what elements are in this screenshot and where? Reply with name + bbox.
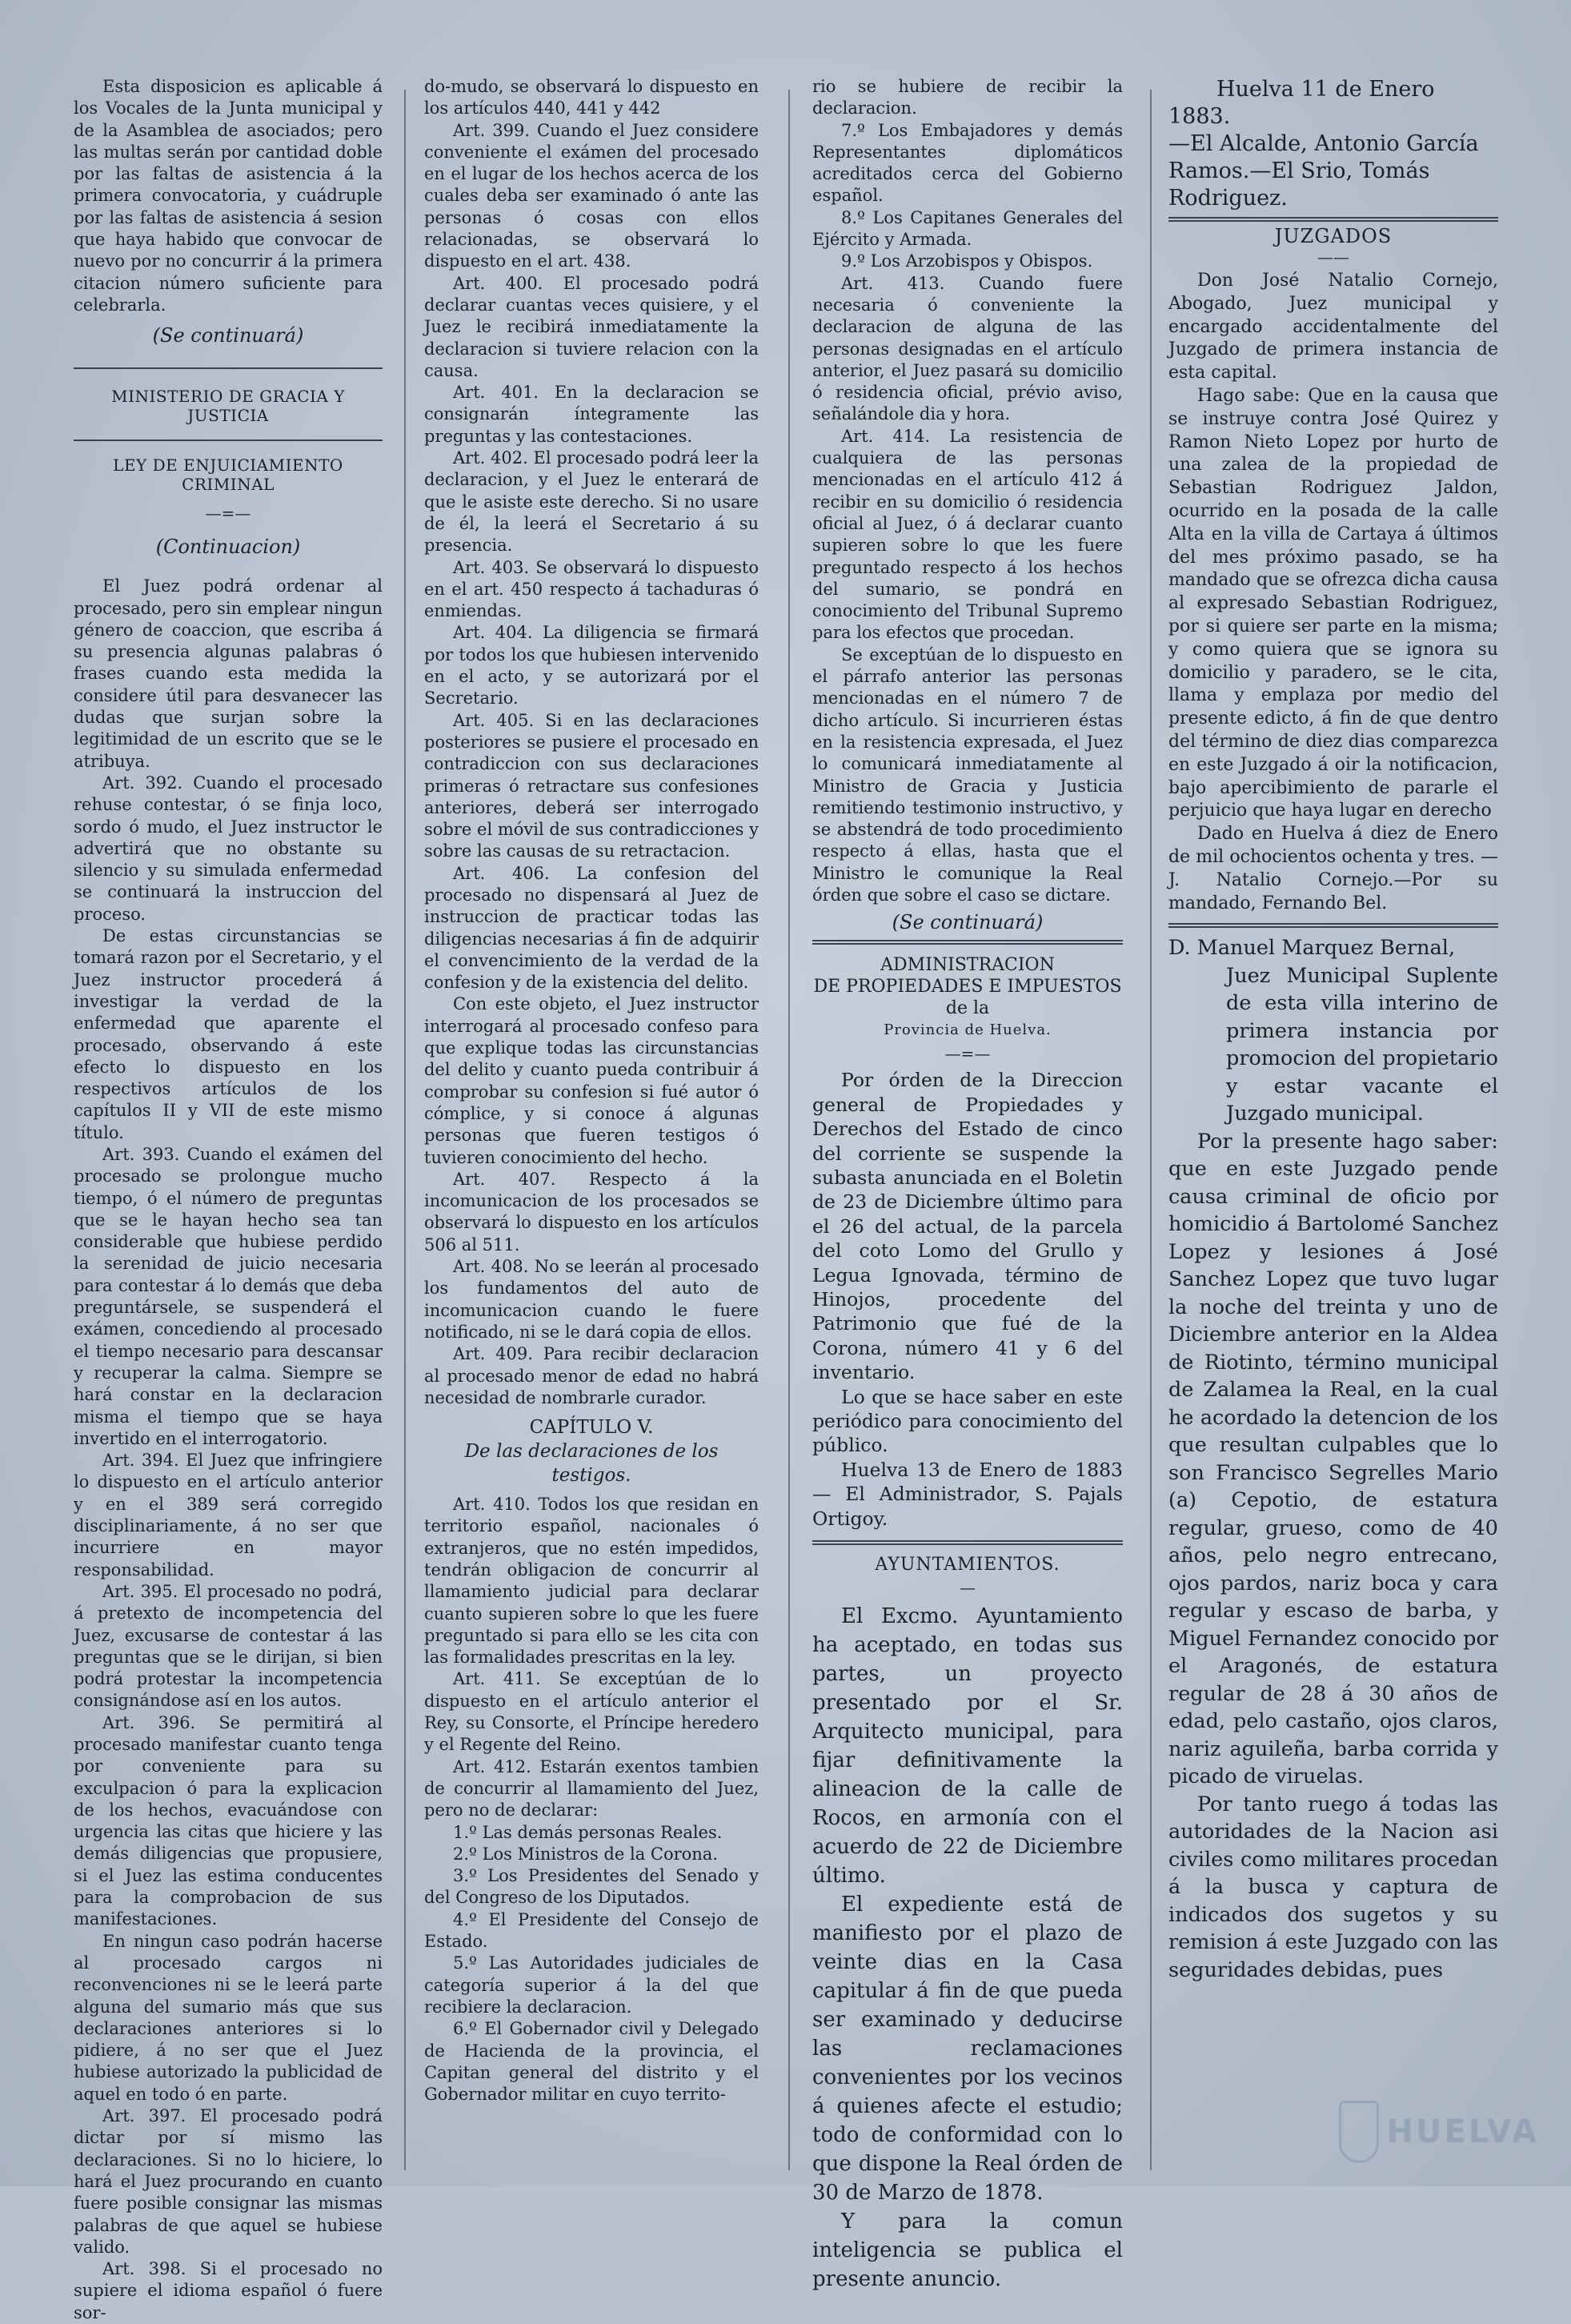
paragraph: Con este objeto, el Juez instructor interrogará al procesado confeso para que explique todas las circunstancias del delito y cuanto pueda contribuir á comprobar su confesion si fué autor ó cómplice, y si conoce á algunas personas que fueren testigos ó tuvieren conocimiento del hecho.: [424, 994, 759, 1167]
list-item: 7.º Los Embajadores y demás Representantes diplomáticos acreditados cerca del Gobierno español.: [812, 120, 1123, 206]
list-item: 3.º Los Presidentes del Senado y del Congreso de los Diputados.: [424, 1866, 759, 1908]
ornament-dash: —=—: [944, 1044, 991, 1064]
section-heading-ley: LEY DE ENJUICIAMIENTO CRIMINAL: [113, 456, 343, 495]
signature-names: —El Alcalde, Antonio García Ramos.—El Srio, Tomás Rodriguez.: [1168, 131, 1479, 211]
paragraph: Art. 404. La diligencia se firmará por todos los que hubiesen intervenido en el acto, y se autorizará por el Secretario.: [424, 623, 759, 708]
paragraph: Y para la comun inteligencia se publica el presente anuncio.: [812, 2210, 1123, 2291]
continuation-heading: (Continuacion): [155, 536, 301, 559]
section-heading-ministerio: MINISTERIO DE GRACIA Y JUSTICIA: [111, 387, 345, 426]
chapter-heading: CAPÍTULO V.: [529, 1417, 654, 1439]
paragraph: Art. 414. La resistencia de cualquiera de las personas mencionadas en el artículo 412 á recibir en su domicilio ó residencia oficial al Juez, ó á declarar cuanto supieren sobre lo que les fuere preguntado respecto á los hechos del sumario, se pondrá en conocimiento del Tribunal Supremo para los efectos que procedan.: [812, 426, 1123, 643]
paragraph: Art. 394. El Juez que infringiere lo dispuesto en el artículo anterior y en el 389 será corregido disciplinariamente, á no ser que incurriere en mayor responsabilidad.: [74, 1451, 383, 1579]
paragraph: Lo que se hace saber en este periódico para conocimiento del público.: [812, 1385, 1123, 1457]
archive-watermark: [1339, 2100, 1539, 2164]
paragraph: Art. 393. Cuando el exámen del procesado se prolongue mucho tiempo, ó el número de preguntas que se le hayan hecho sea tan considerable que hubiese perdido la serenidad de juicio necesaria para contestar á lo demás que deba preguntársele, se suspenderá el exámen, concediendo al procesado el tiempo necesario para descansar y recuperar la calma. Siempre se hará constar en la declaracion misma el tiempo que se haya invertido en el interrogatorio.: [74, 1144, 383, 1448]
paragraph: Art. 400. El procesado podrá declarar cuantas veces quisiere, y el Juez le recibirá inmediatamente la declaracion si tuviere relacion con la causa.: [424, 273, 759, 380]
list-item: 8.º Los Capitanes Generales del Ejército y Armada.: [812, 207, 1123, 250]
continuation-note: (Se continuará): [152, 324, 304, 347]
paragraph: Se exceptúan de lo dispuesto en el párrafo anterior las personas mencionadas en el número 7 de dicho artículo. Si incurrieren éstas en la resistencia expresada, el Juez lo comunicará inmediatamente al Ministro de Gracia y Justicia remitiendo testimonio instructivo, y se abstendrá de todo procedimiento respecto á ellas, hasta que el Ministro le comunique la Real órden que sobre el caso se dictare.: [812, 644, 1123, 905]
column-rule-3: [1150, 90, 1152, 2170]
paragraph: Art. 407. Respecto á la incomunicacion de los procesados se observará lo dispuesto en los artículos 506 al 511.: [424, 1169, 759, 1254]
column-1: [74, 76, 383, 2322]
section-divider: [812, 940, 1123, 945]
ornament-dash: ——: [1317, 247, 1349, 267]
admin-subtitle: DE PROPIEDADES E IMPUESTOS: [813, 977, 1122, 997]
section-divider: [74, 440, 383, 441]
paragraph: Art. 406. La confesion del procesado no dispensará al Juez de instruccion de practicar todas las diligencias necesarias á fin de adquirir el convencimiento de la verdad de la confesion y de la existencia del delito.: [424, 863, 759, 993]
list-item: 5.º Las Autoridades judiciales de categoría superior á la del que recibiere la declaracion.: [424, 1953, 759, 2017]
paragraph: El Excmo. Ayuntamiento ha aceptado, en todas sus partes, un proyecto presentado por el Sr. Arquitecto municipal, para fijar definitivamente la alineacion de la calle de Rocos, en armonía con el acuerdo de 22 de Diciembre último.: [812, 1604, 1123, 1888]
watermark-text: HUELVA: [1386, 2113, 1539, 2150]
paragraph: Art. 396. Se permitirá al procesado manifestar cuanto tenga por conveniente para su exculpacion ó para la explicacion de los hechos, evacuándose con urgencia las citas que hiciere y las demás diligencias que propusiere, si el Juez las estima conducentes para la comprobacion de sus manifestaciones.: [74, 1712, 383, 1929]
paragraph: Don José Natalio Cornejo, Abogado, Juez municipal y encargado accidentalmente del Juzgado de primera instancia de esta capital.: [1168, 271, 1498, 383]
signature-date: Huelva 11 de Enero 1883.: [1168, 77, 1435, 129]
paragraph: do-mudo, se observará lo dispuesto en los artículos 440, 441 y 442: [424, 77, 759, 118]
paragraph: Art. 405. Si en las declaraciones posteriores se pusiere el procesado en contradiccion con sus declaraciones primeras ó retractare sus confesiones anteriores, deberá ser interrogado sobre el móvil de sus contradicciones y sobre las causas de su retractacion.: [424, 710, 759, 861]
paragraph: Art. 403. Se observará lo dispuesto en el art. 450 respecto á tachaduras ó enmiendas.: [424, 557, 759, 621]
paragraph: El expediente está de manifiesto por el plazo de veinte dias en la Casa capitular á fin de que pueda ser examinado y deducirse las reclamaciones convenientes por los vecinos á quienes afecte el estudio; todo de conformidad con lo que dispone la Real órden de 30 de Marzo de 1878.: [812, 1893, 1123, 2205]
paragraph: Art. 392. Cuando el procesado rehuse contestar, ó se finja loco, sordo ó mudo, el Juez instructor le advertirá que no obstante su silencio y su simulada enfermedad se continuará la instruccion del proceso.: [74, 773, 383, 924]
paragraph: Art. 399. Cuando el Juez considere conveniente el exámen del procesado en el lugar de los hechos acerca de los cuales deba ser examinado ó ante las personas ó cosas con ellos relacionadas, se observará lo dispuesto en el art. 438.: [424, 120, 759, 271]
paragraph: Art. 408. No se leerán al procesado los fundamentos del auto de incomunicacion cuando le fuere notificado, ni se le dará copia de ellos.: [424, 1257, 759, 1342]
paragraph: Art. 401. En la declaracion se consignarán íntegramente las preguntas y las contestaciones.: [424, 383, 759, 446]
list-item: 9.º Los Arzobispos y Obispos.: [841, 251, 1093, 271]
paragraph: Esta disposicion es aplicable á los Vocales de la Junta municipal y de la Asamblea de asociados; pero las multas serán por cantidad doble por las faltas de asistencia á la primera convocatoria, y cuádruple por las faltas de asistencia á sesion que haya habido que convocar de nuevo por no concurrir á la primera citacion número suficiente para celebrarla.: [74, 77, 383, 315]
seal-icon: [1339, 2101, 1379, 2163]
paragraph: Art. 413. Cuando fuere necesaria ó conveniente la declaracion de alguna de las personas designadas en el artículo anterior, el Juez pasará su domicilio ó residencia oficial, prévio aviso, señalándole dia y hora.: [812, 273, 1123, 424]
section-divider: [812, 1540, 1123, 1545]
section-divider: [74, 367, 383, 369]
list-item: 1.º Las demás personas Reales.: [453, 1822, 723, 1842]
paragraph: En ningun caso podrán hacerse al procesado cargos ni reconvenciones ni se le leerá parte alguna del sumario más que sus declaraciones anteriores si lo pidiere, á no ser que el Juez hubiese autorizado la publicidad de aquel en todo ó en parte.: [74, 1931, 383, 2104]
paragraph: Art. 397. El procesado podrá dictar por sí mismo las declaraciones. Si no lo hiciere, lo hará el Juez procurando en cuanto fuere posible consignar las mismas palabras de que aquel se hubiese valido.: [74, 2106, 383, 2257]
paragraph: Art. 402. El procesado podrá leer la declaracion, y el Juez le enterará de que le asiste este derecho. Si no usare de él, la leerá el Secretario á su presencia.: [424, 448, 759, 556]
paragraph: Por la presente hago saber: que en este Juzgado pende causa criminal de oficio por homicidio á Bartolomé Sanchez Lopez y lesiones á José Sanchez Lopez que tuvo lugar la noche del treinta y uno de Diciembre anterior en la Aldea de Riotinto, término municipal de Zalamea la Real, en la cual he acordado la detencion de los que resultan culpables que lo son Francisco Segrelles Mario (a) Cepotio, de estatura regular, grueso, como de 40 años, pelo negro entrecano, ojos pardos, nariz boca y cara regular y escaso de barba, y Miguel Fernandez conocido por el Aragonés, de estatura regular de 28 á 30 años de edad, pelo castaño, ojos claros, nariz aguileña, barba corrida y picado de viruelas.: [1168, 1129, 1498, 1789]
list-item: 6.º El Gobernador civil y Delegado de Hacienda de la provincia, el Capitan general del distrito y el Gobernador militar en cuyo territo-: [424, 2019, 759, 2105]
admin-province: Provincia de Huelva.: [884, 1022, 1052, 1039]
judge-name: D. Manuel Marquez Bernal,: [1168, 936, 1456, 961]
juzgados-heading: JUZGADOS: [1274, 225, 1393, 247]
paragraph: Dado en Huelva á diez de Enero de mil ochocientos ochenta y tres. —J. Natalio Cornejo.—Por su mandado, Fernando Bel.: [1168, 824, 1498, 913]
paragraph: Por tanto ruego á todas las autoridades de la Nacion asi civiles como militares procedan á la busca y captura de indicados dos sugetos y su remision á este Juzgado con las seguridades debidas, pues: [1168, 1792, 1498, 1982]
paragraph: El Juez podrá ordenar al procesado, pero sin emplear ningun género de coaccion, que escriba á su presencia algunas palabras ó frases cuando esta medida la considere útil para desvanecer las dudas que surjan sobre la legitimidad de un escrito que se le atribuya.: [74, 576, 383, 771]
paragraph: Art. 412. Estarán exentos tambien de concurrir al llamamiento del Juez, pero no de declarar:: [424, 1756, 759, 1820]
paragraph: rio se hubiere de recibir la declaracion.: [812, 77, 1123, 118]
section-divider: [1168, 923, 1498, 928]
section-divider: [1168, 217, 1498, 222]
paragraph: Art. 395. El procesado no podrá, á pretexto de incompetencia del Juez, excusarse de contestar á las preguntas que se le dirijan, si bien podrá protestar la incompetencia consignándose así en los autos.: [74, 1581, 383, 1711]
column-3: [812, 76, 1123, 2291]
paragraph: Art. 411. Se exceptúan de lo dispuesto en el artículo anterior el Rey, su Consorte, el Príncipe heredero y el Regente del Reino.: [424, 1669, 759, 1755]
ayuntamientos-heading: AYUNTAMIENTOS.: [875, 1555, 1060, 1575]
list-item: 4.º El Presidente del Consejo de Estado.: [424, 1909, 759, 1952]
list-item: 2.º Los Ministros de la Corona.: [453, 1844, 719, 1864]
administration-heading: [812, 954, 1123, 1041]
admin-title: ADMINISTRACION: [880, 955, 1055, 976]
paragraph: De estas circunstancias se tomará razon por el Secretario, y el Juez instructor procederá á investigar la verdad de la enfermedad que aparente el procesado, observando á este efecto lo dispuesto en los respectivos artículos de los capítulos II y VII de este mismo título.: [74, 926, 383, 1142]
admin-of: de la: [945, 998, 990, 1019]
ornament-dash: —: [960, 1578, 976, 1597]
column-2: [424, 76, 759, 2162]
signature-line: Huelva 13 de Enero de 1883 — El Administrador, S. Pajals Ortigoy.: [812, 1458, 1123, 1530]
column-rule-1: [404, 90, 406, 2170]
paragraph: Hago sabe: Que en la causa que se instruye contra José Quirez y Ramon Nieto Lopez por hurto de una zalea de la propiedad de Sebastian Rodriguez Jaldon, ocurrido en la posada de la calle Alta en la villa de Cartaya á últimos del mes próximo pasado, se ha mandado que se ofrezca dicha causa al expresado Sebastian Rodriguez, por si quiere ser parte en la misma; y como quiera que se ignora su domicilio y paradero, se le cita, llama y emplaza por medio del presente edicto, á fin de que dentro del término de diez dias comparezca en este Juzgado á oir la notificacion, bajo apercibimiento de pararle el perjuicio que haya lugar en derecho: [1168, 385, 1498, 821]
continuation-note: (Se continuará): [892, 911, 1044, 934]
paragraph: Art. 410. Todos los que residan en territorio español, nacionales ó extranjeros, que no estén impedidos, tendrán obligacion de concurrir al llamamiento judicial para declarar cuanto supieren sobre lo que les fuere preguntado si para ello se les cita con las formalidades prescritas en la ley.: [424, 1495, 759, 1668]
chapter-subtitle: De las declaraciones de los testigos.: [464, 1441, 719, 1487]
paragraph: Art. 409. Para recibir declaracion al procesado menor de edad no habrá necesidad de nombrarle curador.: [424, 1344, 759, 1407]
column-rule-2: [788, 90, 790, 2170]
judge-title: Juez Municipal Suplente de esta villa interino de primera instancia por promocion del propietario y estar vacante el Juzgado municipal.: [1226, 963, 1498, 1126]
paragraph: Por órden de la Direccion general de Propiedades y Derechos del Estado de cinco del corriente se suspende la subasta anunciada en el Boletin de 23 de Diciembre último para el 26 del actual, de la parcela del coto Lomo del Grullo y Legua Ignovada, término de Hinojos, procedente del Patrimonio que fué de la Corona, número 41 y 6 del inventario.: [812, 1069, 1123, 1384]
paragraph: Art. 398. Si el procesado no supiere el idioma español ó fuere sor-: [74, 2259, 383, 2322]
ornament-dash: —=—: [205, 504, 251, 524]
column-4: [1168, 76, 1498, 2162]
